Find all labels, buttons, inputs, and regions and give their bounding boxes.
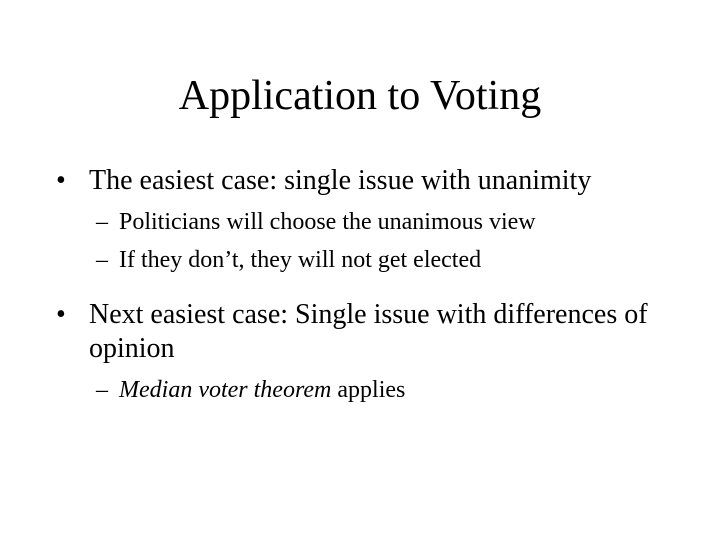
bullet-text: Next easiest case: Single issue with differences of opinion bbox=[89, 299, 648, 364]
bullet-text: The easiest case: single issue with unanimity bbox=[89, 165, 592, 196]
bullet-marker: • bbox=[56, 165, 66, 196]
bullet-marker: • bbox=[56, 299, 66, 330]
sub-bullet-text: Politicians will choose the unanimous view bbox=[119, 209, 536, 235]
sub-bullet-list bbox=[89, 376, 656, 404]
sub-bullet-marker: – bbox=[96, 247, 108, 273]
slide-title: Application to Voting bbox=[178, 73, 542, 119]
sub-bullet-list bbox=[89, 208, 656, 274]
sub-bullet-text: If they don’t, they will not get elected bbox=[119, 247, 482, 273]
sub-bullet-marker: – bbox=[96, 377, 108, 403]
sub-bullet-item bbox=[96, 246, 656, 274]
bullet-item bbox=[56, 298, 656, 404]
sub-bullet-item bbox=[96, 376, 656, 404]
bullet-list bbox=[56, 164, 656, 414]
bullet-item bbox=[56, 164, 656, 274]
sub-bullet-text: applies bbox=[331, 377, 406, 403]
sub-bullet-marker: – bbox=[96, 209, 108, 235]
sub-bullet-emphasis: Median voter theorem bbox=[119, 377, 332, 403]
sub-bullet-item bbox=[96, 208, 656, 236]
